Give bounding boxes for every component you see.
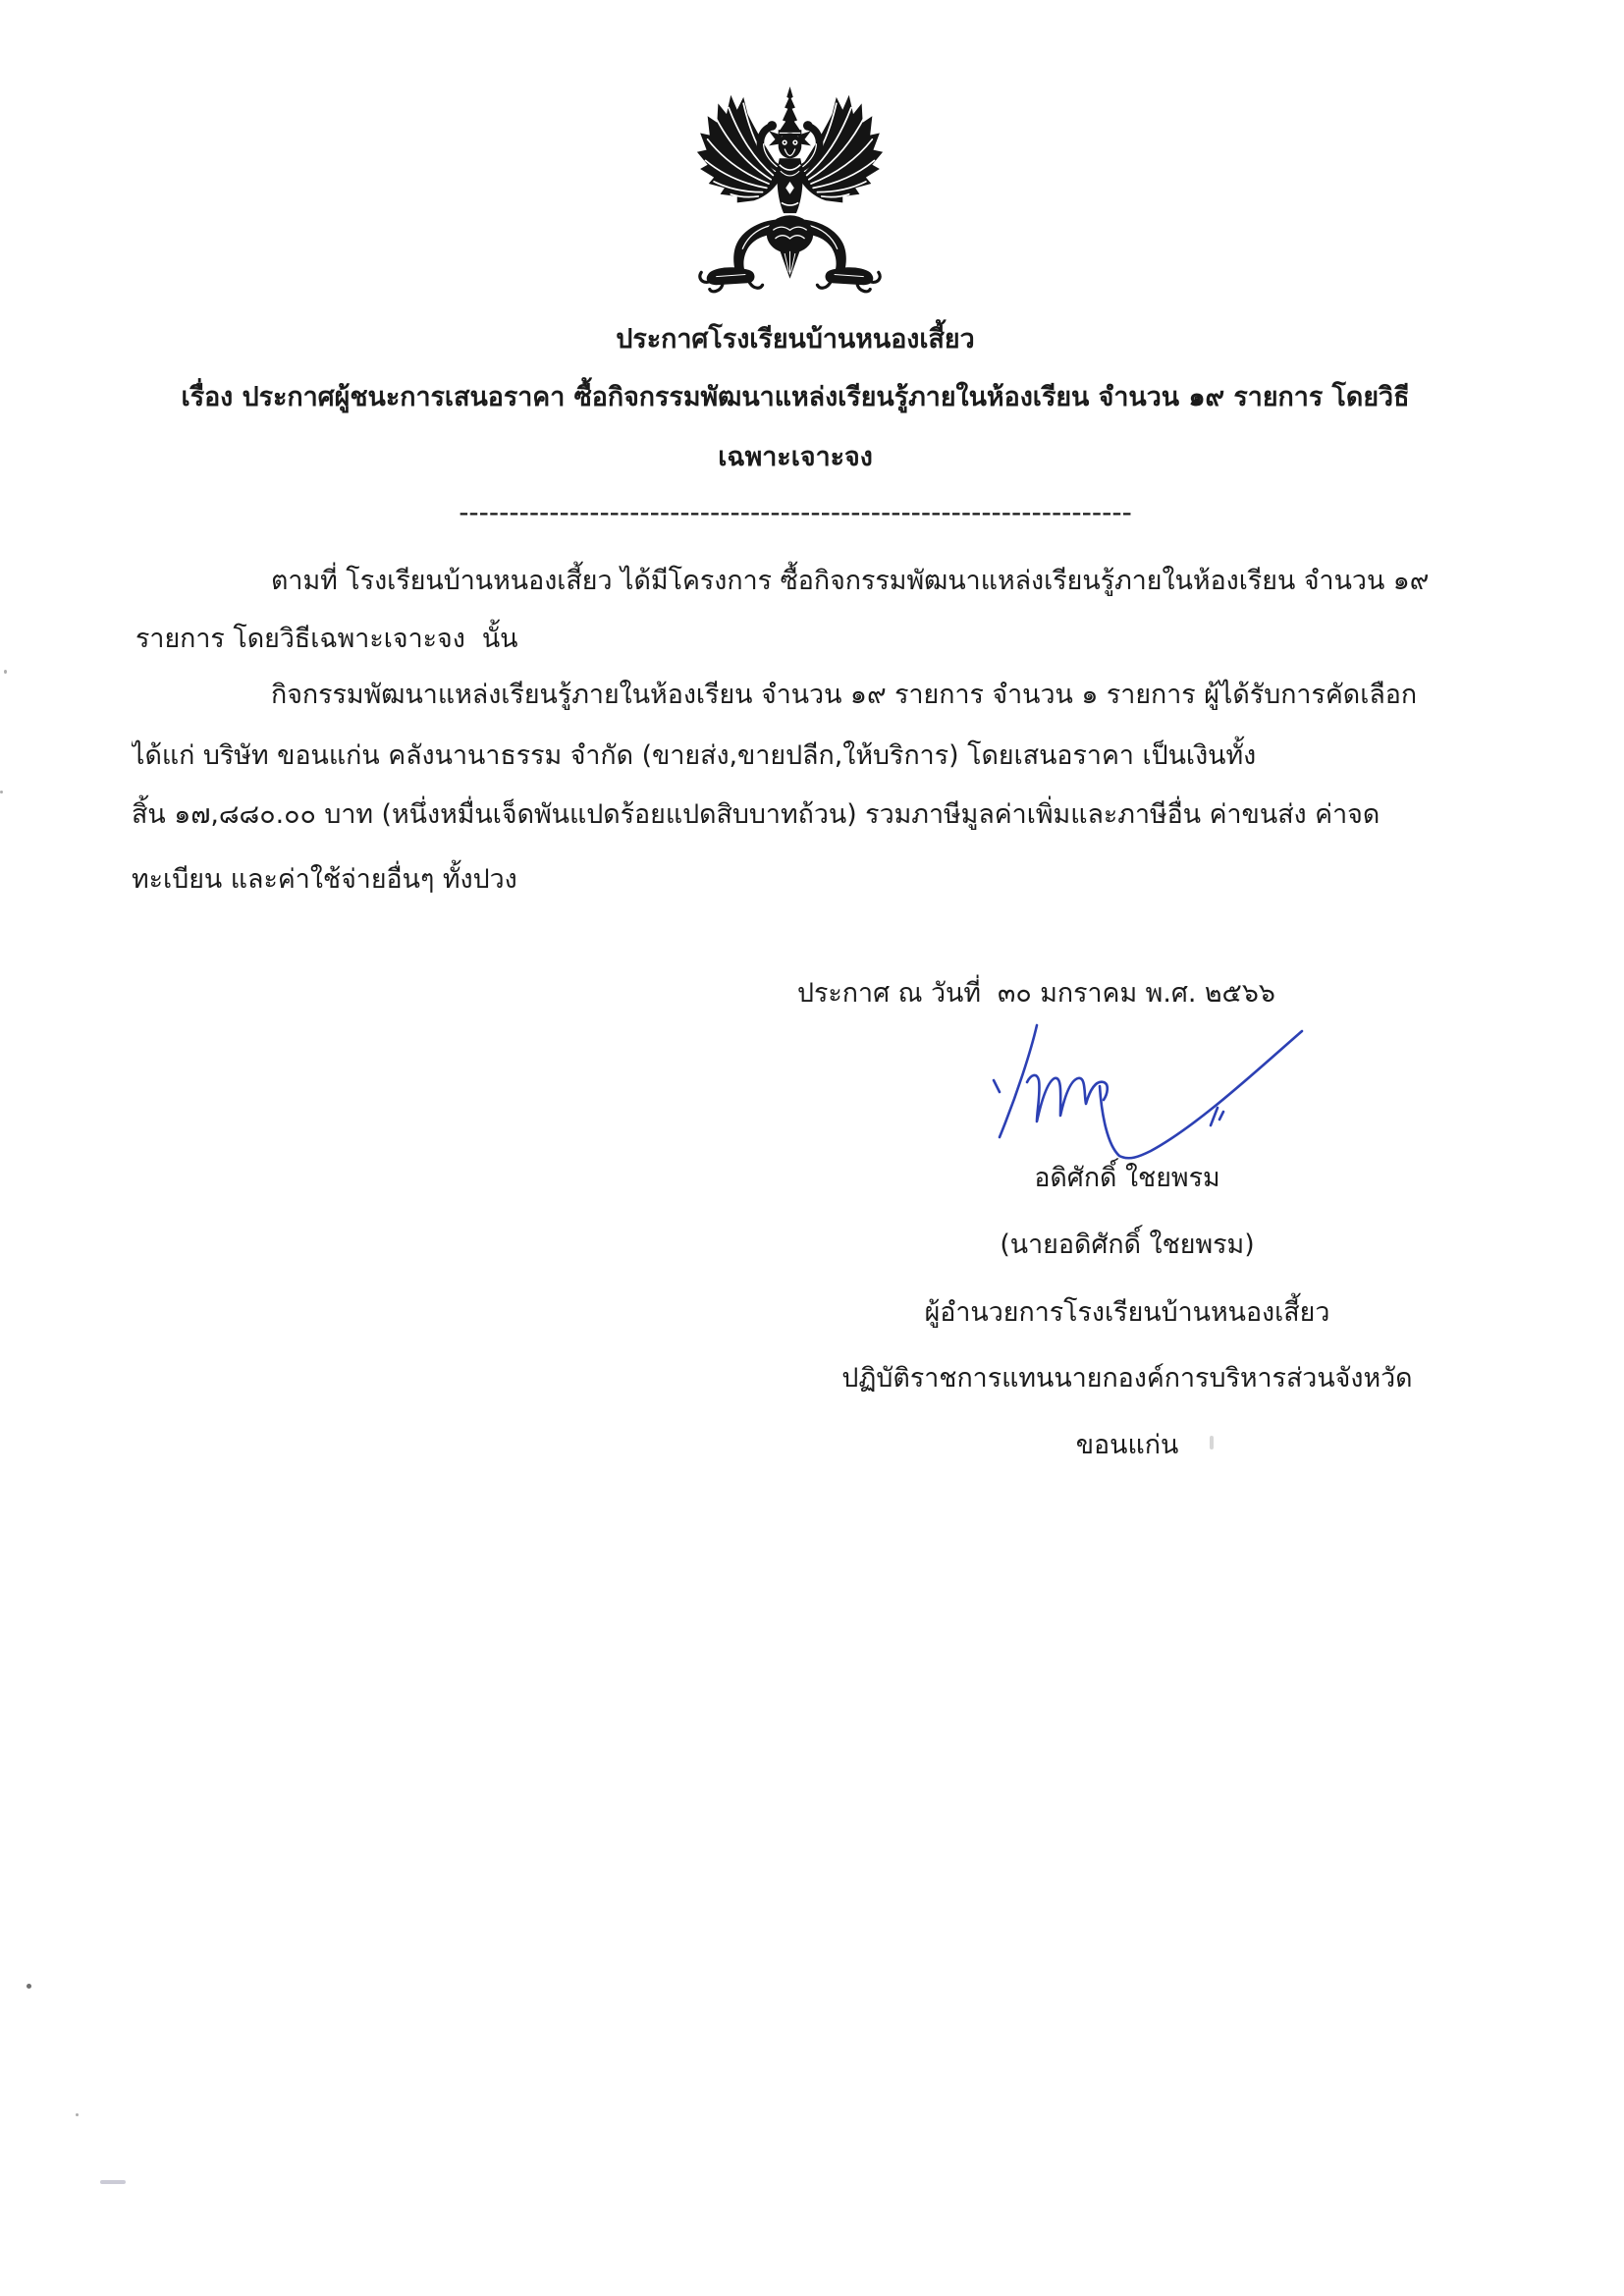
signature-stroke <box>1100 1031 1302 1158</box>
page-title: ประกาศโรงเรียนบ้านหนองเสี้ยว <box>616 324 975 355</box>
emblem-crown <box>779 86 802 137</box>
signatory-acting-for-line-2: ขอนแก่น <box>1075 1430 1179 1460</box>
emblem-left-half <box>697 95 782 292</box>
body-paragraph-1-line-1: ตามที่ โรงเรียนบ้านหนองเสี้ยว ได้มีโครงการ ซื้อกิจกรรมพัฒนาแหล่งเรียนรู้ภายในห้องเรียน จำนวน ๑๙ <box>271 566 1430 596</box>
separator: ------------------------------------------------------------------- <box>459 496 1132 528</box>
scan-speck <box>1210 1436 1214 1449</box>
scan-speck <box>4 670 7 674</box>
emblem-head <box>779 133 802 158</box>
scan-speck <box>0 791 3 793</box>
signature-stroke <box>994 1080 1000 1092</box>
signature-stroke <box>1219 1112 1223 1120</box>
signatory-full-name: (นายอดิศักดิ์ ใชยพรม) <box>1000 1230 1255 1260</box>
signatory-signed-name: อดิศักดิ์ ใชยพรม <box>1034 1163 1220 1193</box>
body-paragraph-2-line-4: ทะเบียน และค่าใช้จ่ายอื่นๆ ทั้งปวง <box>132 864 517 895</box>
body-paragraph-2-line-1: กิจกรรมพัฒนาแหล่งเรียนรู้ภายในห้องเรียน จำนวน ๑๙ รายการ จำนวน ๑ รายการ ผู้ได้รับการคัดเลือก <box>271 680 1418 710</box>
subject-line-2: เฉพาะเจาะจง <box>718 442 873 472</box>
signature-stroke <box>1027 1075 1108 1121</box>
body-paragraph-1-line-2: รายการ โดยวิธีเฉพาะเจาะจง นั้น <box>135 624 518 654</box>
scan-speck <box>100 2180 126 2184</box>
announcement-date: ประกาศ ณ วันที่ ๓๐ มกราคม พ.ศ. ๒๕๖๖ <box>797 978 1275 1009</box>
emblem-right-half <box>798 95 883 292</box>
body-paragraph-2-line-3: สิ้น ๑๗,๘๘๐.๐๐ บาท (หนึ่งหมื่นเจ็ดพันแปดร้อยแปดสิบบาทถ้วน) รวมภาษีมูลค่าเพิ่มและภาษีอื่น ค่าขนส่ง ค่าจด <box>132 799 1380 830</box>
signatory-acting-for-line-1: ปฏิบัติราชการแทนนายกองค์การบริหารส่วนจังหวัด <box>841 1363 1413 1394</box>
body-paragraph-2-line-2: ได้แก่ บริษัท ขอนแก่น คลังนานาธรรม จำกัด (ขายส่ง,ขายปลีก,ให้บริการ) โดยเสนอราคา เป็นเงินทั้ง <box>132 740 1257 771</box>
signature <box>972 1021 1311 1169</box>
scan-speck <box>27 1984 31 1989</box>
signatory-position: ผู้อำนวยการโรงเรียนบ้านหนองเสี้ยว <box>924 1297 1330 1328</box>
scan-speck <box>76 2113 79 2116</box>
signature-stroke <box>1000 1025 1037 1137</box>
garuda-emblem-icon <box>684 84 895 296</box>
subject-line-1: เรื่อง ประกาศผู้ชนะการเสนอราคา ซื้อกิจกรรมพัฒนาแหล่งเรียนรู้ภายในห้องเรียน จำนวน ๑๙ รายการ โดยวิธี <box>181 382 1410 412</box>
